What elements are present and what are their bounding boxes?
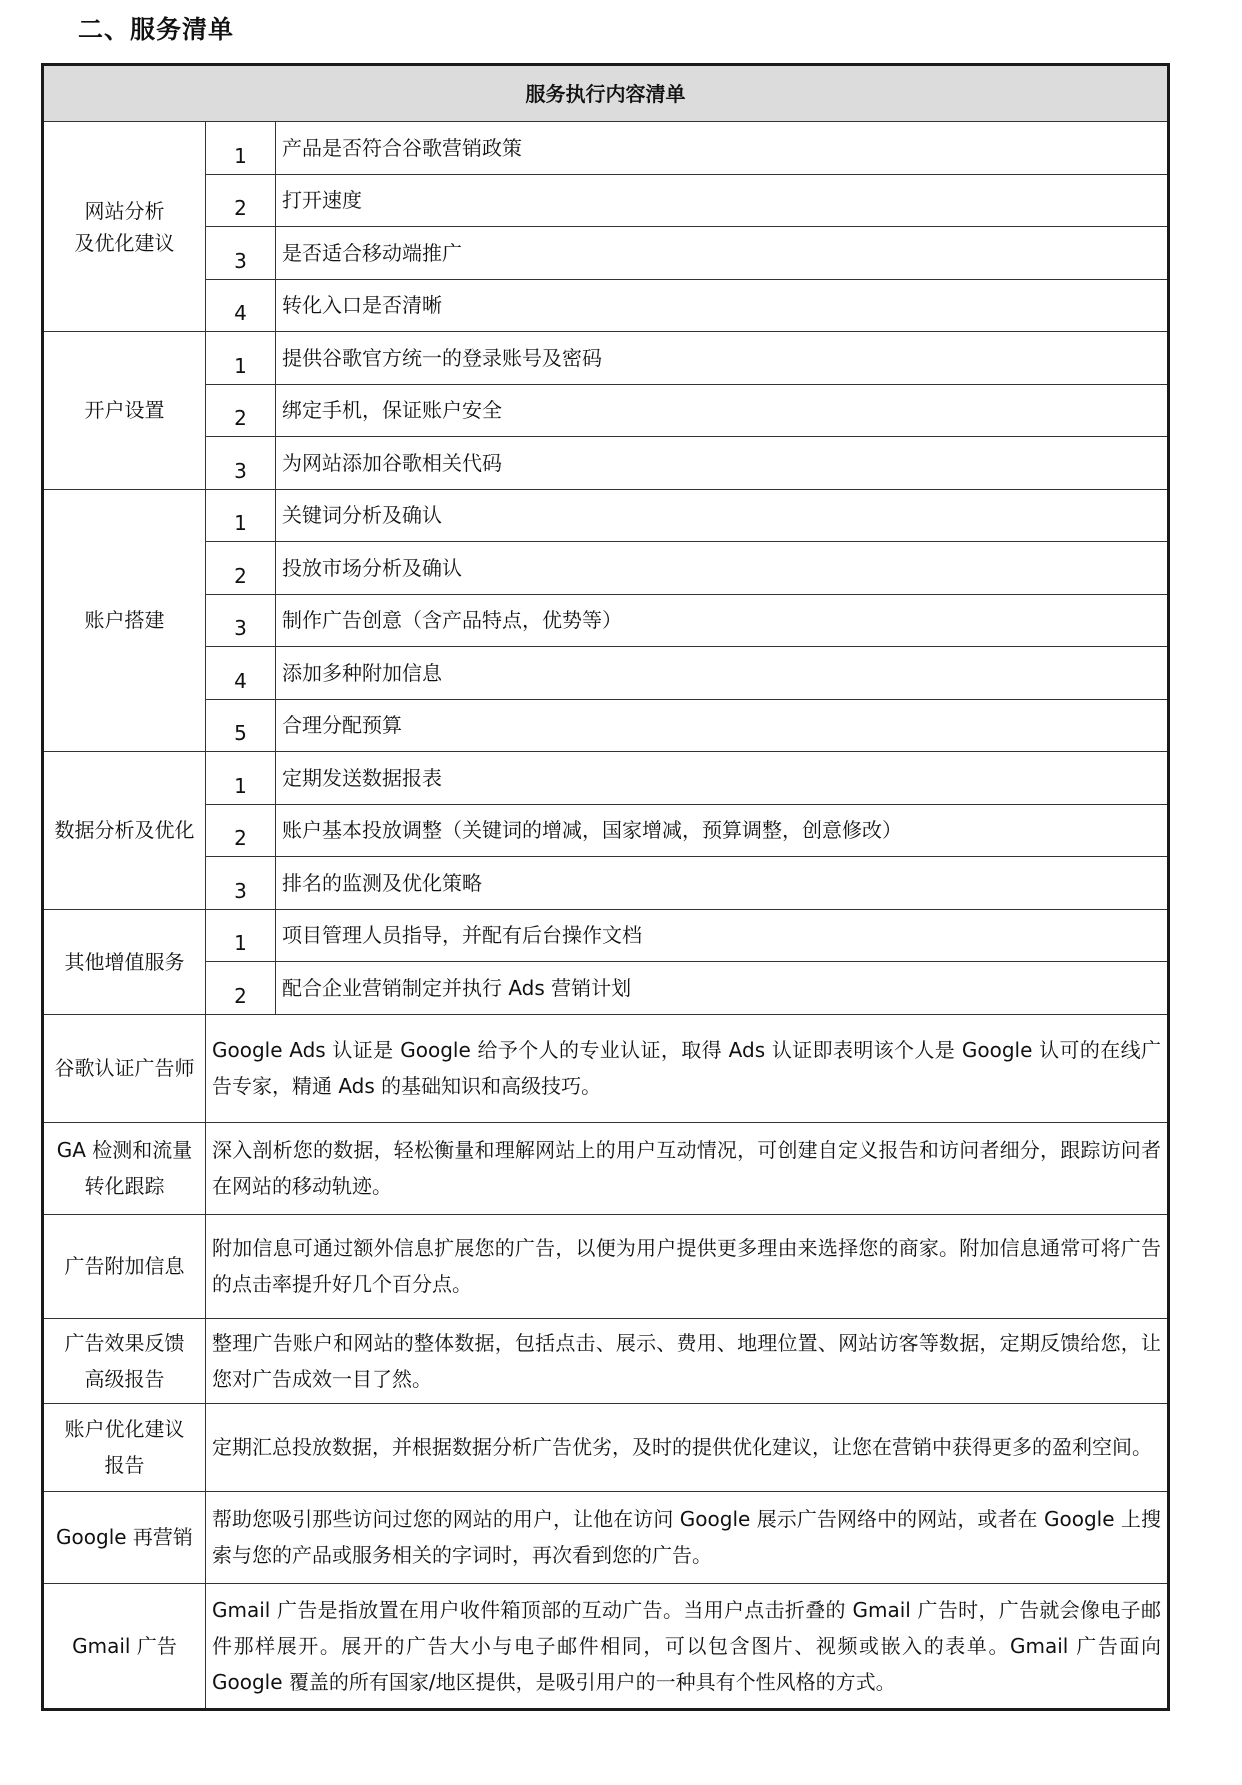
service-description: Gmail 广告是指放置在用户收件箱顶部的互动广告。当用户点击折叠的 Gmail 广告时，广告就会像电子邮件那样展开。展开的广告大小与电子邮件相同，可以包含图片、视频或嵌入的表单。Gmail 广告面向 Google 覆盖的所有国家/地区提供，是吸引用户的一种具有个性风格的方式。	[206, 1583, 1169, 1709]
item-number: 3	[206, 594, 276, 647]
category-cell: 账户搭建	[43, 489, 206, 752]
item-text: 产品是否符合谷歌营销政策	[276, 122, 1169, 175]
item-number: 1	[206, 332, 276, 385]
item-text: 打开速度	[276, 174, 1169, 227]
table-row	[43, 542, 1169, 595]
service-description: 附加信息可通过额外信息扩展您的广告，以便为用户提供更多理由来选择您的商家。附加信息通常可将广告的点击率提升好几个百分点。	[206, 1214, 1169, 1318]
item-text: 提供谷歌官方统一的登录账号及密码	[276, 332, 1169, 385]
service-name: GA 检测和流量 转化跟踪	[43, 1122, 206, 1214]
item-number: 1	[206, 122, 276, 175]
service-name: 广告效果反馈 高级报告	[43, 1318, 206, 1403]
service-row	[43, 1214, 1169, 1318]
item-text: 绑定手机，保证账户安全	[276, 384, 1169, 437]
service-description: Google Ads 认证是 Google 给予个人的专业认证，取得 Ads 认证即表明该个人是 Google 认可的在线广告专家，精通 Ads 的基础知识和高级技巧。	[206, 1014, 1169, 1122]
table-row	[43, 752, 1169, 805]
service-name: 广告附加信息	[43, 1214, 206, 1318]
table-row	[43, 122, 1169, 175]
item-number: 3	[206, 437, 276, 490]
item-number: 4	[206, 279, 276, 332]
service-description: 深入剖析您的数据，轻松衡量和理解网站上的用户互动情况，可创建自定义报告和访问者细分，跟踪访问者在网站的移动轨迹。	[206, 1122, 1169, 1214]
service-description: 定期汇总投放数据，并根据数据分析广告优劣，及时的提供优化建议，让您在营销中获得更多的盈利空间。	[206, 1403, 1169, 1491]
item-text: 制作广告创意（含产品特点，优势等）	[276, 594, 1169, 647]
table-title: 服务执行内容清单	[43, 65, 1169, 122]
item-text: 项目管理人员指导，并配有后台操作文档	[276, 909, 1169, 962]
category-cell: 其他增值服务	[43, 909, 206, 1014]
table-header-row	[43, 65, 1169, 122]
service-list-table	[41, 63, 1170, 1711]
item-text: 账户基本投放调整（关键词的增减，国家增减，预算调整，创意修改）	[276, 804, 1169, 857]
table-row	[43, 909, 1169, 962]
item-text: 转化入口是否清晰	[276, 279, 1169, 332]
service-row	[43, 1318, 1169, 1403]
item-text: 关键词分析及确认	[276, 489, 1169, 542]
item-text: 为网站添加谷歌相关代码	[276, 437, 1169, 490]
table-row	[43, 332, 1169, 385]
table-row	[43, 279, 1169, 332]
section-title: 二、服务清单	[78, 15, 235, 44]
table-row	[43, 227, 1169, 280]
item-number: 1	[206, 489, 276, 542]
service-description: 帮助您吸引那些访问过您的网站的用户，让他在访问 Google 展示广告网络中的网站，或者在 Google 上搜索与您的产品或服务相关的字词时，再次看到您的广告。	[206, 1491, 1169, 1583]
item-number: 3	[206, 227, 276, 280]
item-number: 1	[206, 909, 276, 962]
item-number: 1	[206, 752, 276, 805]
service-row	[43, 1014, 1169, 1122]
table-row	[43, 962, 1169, 1015]
item-text: 配合企业营销制定并执行 Ads 营销计划	[276, 962, 1169, 1015]
item-text: 是否适合移动端推广	[276, 227, 1169, 280]
item-number: 2	[206, 804, 276, 857]
table-row	[43, 384, 1169, 437]
table-row	[43, 804, 1169, 857]
item-text: 合理分配预算	[276, 699, 1169, 752]
item-number: 2	[206, 174, 276, 227]
item-text: 定期发送数据报表	[276, 752, 1169, 805]
item-number: 2	[206, 962, 276, 1015]
service-row	[43, 1122, 1169, 1214]
item-number: 2	[206, 542, 276, 595]
category-cell: 网站分析 及优化建议	[43, 122, 206, 332]
service-description: 整理广告账户和网站的整体数据，包括点击、展示、费用、地理位置、网站访客等数据，定期反馈给您，让您对广告成效一目了然。	[206, 1318, 1169, 1403]
item-number: 3	[206, 857, 276, 910]
item-number: 5	[206, 699, 276, 752]
item-text: 添加多种附加信息	[276, 647, 1169, 700]
service-row	[43, 1403, 1169, 1491]
service-name: 账户优化建议 报告	[43, 1403, 206, 1491]
table-row	[43, 594, 1169, 647]
service-name: 谷歌认证广告师	[43, 1014, 206, 1122]
item-number: 4	[206, 647, 276, 700]
service-row	[43, 1583, 1169, 1709]
category-cell: 数据分析及优化	[43, 752, 206, 910]
service-row	[43, 1491, 1169, 1583]
category-cell: 开户设置	[43, 332, 206, 490]
table-row	[43, 647, 1169, 700]
table-row	[43, 857, 1169, 910]
item-text: 排名的监测及优化策略	[276, 857, 1169, 910]
service-name: Gmail 广告	[43, 1583, 206, 1709]
item-number: 2	[206, 384, 276, 437]
table-row	[43, 437, 1169, 490]
table-row	[43, 699, 1169, 752]
service-name: Google 再营销	[43, 1491, 206, 1583]
table-row	[43, 489, 1169, 542]
item-text: 投放市场分析及确认	[276, 542, 1169, 595]
table-row	[43, 174, 1169, 227]
